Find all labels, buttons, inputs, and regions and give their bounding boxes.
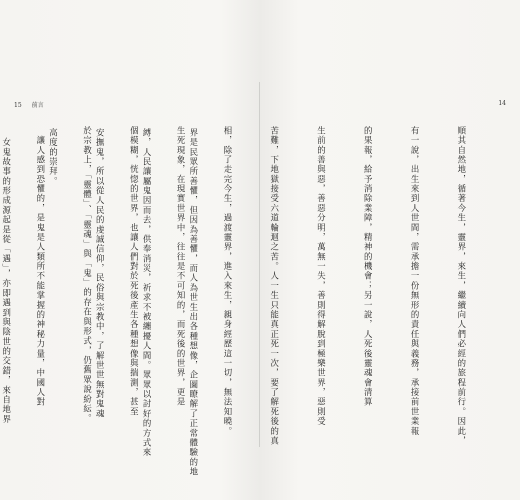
- text-column: 於宗教上，「靈體」、「靈魂」與「鬼」的存在與形式，仍舊眾說紛紜。: [82, 126, 93, 424]
- right-running-header: [498, 100, 506, 107]
- text-column: 縛，人民讓屬鬼因而去，供奉消災，祈求不被纏擾人間。眾眾以討好的方式來: [142, 128, 153, 458]
- text-column: [0, 126, 1, 446]
- text-column: 苦難，下地獄接受六道輪迴之苦。人一生只能真正死一次，要了解死後的真: [269, 126, 280, 446]
- text-column: 生前的善與惡，善惡分明，萬無一失，善則得解脫到極樂世界，惡則受: [316, 126, 327, 427]
- left-running-head: 前言: [31, 102, 44, 109]
- text-column: 女鬼故事的形成源起是從「遇」，亦即遇到與陰世的交錯，來自地界: [1, 128, 12, 425]
- text-column: 界是民眾所善懼，但因為善懼，而人為世生出各種想像，企圖瞭解了正常體驗的地: [188, 128, 199, 477]
- text-column: 的果報，給予消除業障，精神的機會；另一說，人死後靈魂會清算: [363, 126, 374, 408]
- text-column: 相，除了走完今生，過渡靈界，進入來生，親身經歷這一切，無法知曉。: [222, 126, 233, 437]
- left-page-number: 15: [14, 102, 22, 109]
- right-page-number: 14: [498, 100, 506, 107]
- text-column: 讓人感到恐懼的，是鬼是人類所不能掌握的神秘力量，中國人對: [35, 126, 46, 408]
- text-column: 個模糊，恍惚的世界，也讓人們對於死後產生各種想像與揣測，甚至: [129, 126, 140, 417]
- page-gutter: [259, 82, 260, 447]
- text-column: 生死現象，在現實世界中，往往是不可知的，而死後的世界，更是: [176, 126, 187, 408]
- text-column: 順其自然地，循著今生，靈界，來生，繼續向人們必經的旅程前行。因此，: [456, 126, 467, 446]
- text-column: 安撫鬼，所以從人民的虔誠信仰，民俗與宗教中，了解世世無對鬼魂: [95, 128, 106, 419]
- left-running-header: [14, 100, 44, 109]
- right-body-text: [0, 126, 500, 477]
- text-column: 高度的崇拜。: [48, 128, 59, 187]
- text-column: 有一說，出生來到人世間，需承擔一份無形的責任與義務，承接前世業報: [410, 126, 421, 437]
